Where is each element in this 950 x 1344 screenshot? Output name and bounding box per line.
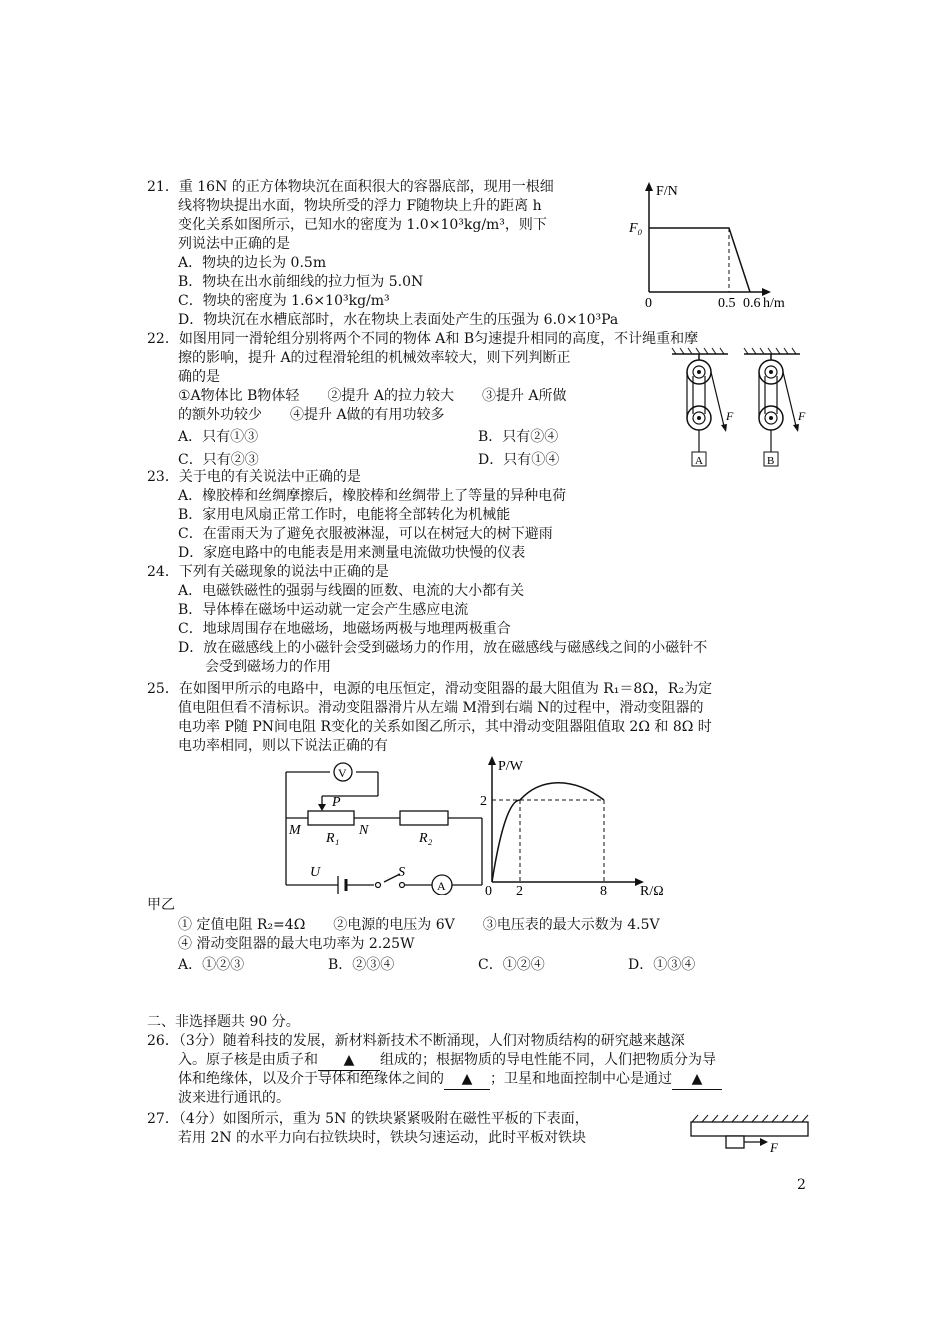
q21-y-label: F/N [656,184,678,199]
page-number: 2 [797,1177,806,1193]
q22-line-2: 擦的影响，提升 A的过程滑轮组的机械效率较大，则下列判断正 [178,350,571,366]
q22-line-5: 的额外功较少 ④提升 A做的有用功较多 [178,407,445,423]
q25-option-d: D．①③④ [628,957,696,973]
q23-option-a: A．橡胶棒和丝绸摩擦后，橡胶棒和丝绸带上了等量的异种电荷 [178,488,567,504]
q25-line-1: 25．在如图甲所示的电路中，电源的电压恒定，滑动变阻器的最大阻值为 R₁＝8Ω，R₂为定 [147,681,713,697]
q22-line-4: ①A物体比 B物体轻 ②提升 A的拉力较大 ③提升 A所做 [178,388,567,404]
q22-box-a: A [695,455,703,467]
q22-force-label-left: F [726,409,734,423]
q25-line-3: 电功率 P随 PN间电阻 R变化的关系如图乙所示，其中滑动变阻器阻值取 2Ω 和 8Ω 时 [178,719,712,735]
q22-option-d: D．只有①④ [478,452,560,468]
q26-line-3b: ；卫星和地面控制中心是通过 [490,1071,672,1087]
q22-line-3: 确的是 [178,369,220,385]
q22-option-a: A．只有①③ [178,429,259,445]
q21-line-2: 线将物块提出水面，物块所受的浮力 F随物块上升的距离 h [178,198,542,214]
q22-option-c: C．只有②③ [178,452,259,468]
q23-option-d: D．家庭电路中的电能表是用来测量电流做功快慢的仪表 [178,545,526,561]
q25-origin-label: 0 [485,884,492,896]
q23-stem: 23．关于电的有关说法中正确的是 [147,469,361,485]
q25-x-tick-2: 2 [516,884,523,896]
switch-label-s: S [398,865,405,880]
q24-stem: 24．下列有关磁现象的说法中正确的是 [147,564,389,580]
q21-line-1: 21．重 16N 的正方体物块沉在面积很大的容器底部，现用一根细 [147,179,554,195]
q21-line-3: 变化关系如图所示，已知水的密度为 1.0×10³kg/m³，则下 [178,217,547,233]
voltmeter-symbol: V [338,766,347,780]
q25-line-4: 电功率相同，则以下说法正确的有 [178,738,388,754]
q23-option-b: B．家用电风扇正常工作时，电能将全部转化为机械能 [178,507,511,523]
q25-y-label: P/W [498,759,523,774]
q26-line-3a: 体和绝缘体，以及介于导体和绝缘体之间的 [178,1071,444,1087]
blank-marker: ▲ [343,1052,355,1068]
source-label-u: U [310,865,321,880]
q21-option-d: D．物块沉在水槽底部时，水在物块上表面处产生的压强为 6.0×10³Pa [178,312,619,328]
q23-option-c: C．在雷雨天为了避免衣服被淋湿，可以在树冠大的树下避雨 [178,526,553,542]
q21-tick-06: 0.6 [743,296,761,308]
section-2-heading: 二、非选择题共 90 分。 [147,1014,300,1030]
q26-line-4: 波来进行通讯的。 [178,1090,290,1106]
q27-magnetic-plate-figure [688,1112,813,1157]
q25-y-tick-2: 2 [480,794,487,809]
terminal-label-n: N [359,823,369,838]
q22-box-b: B [767,455,775,467]
q26-blank-2 [444,1070,490,1090]
q22-line-1: 22．如图用同一滑轮组分别将两个不同的物体 A和 B匀速提升相同的高度，不计绳重和摩 [147,331,699,347]
q27-line-2: 若用 2N 的水平力向右拉铁块时，铁块匀速运动，此时平板对铁块 [178,1130,587,1146]
q21-x-label: h/m [763,296,785,308]
q21-option-b: B．物块在出水前细线的拉力恒为 5.0N [178,274,424,290]
q25-circuit-diagram [282,760,487,895]
blank-marker: ▲ [691,1071,703,1087]
q26-line-2 [178,1051,716,1071]
q22-option-b: B．只有②④ [478,429,559,445]
resistor-label-r2: R₂ [419,831,433,846]
q24-option-d: D．放在磁感线上的小磁针会受到磁场力的作用，放在磁感线与磁感线之间的小磁针不 [178,640,708,656]
q25-statement-1: ① 定值电阻 R₂=4Ω ②电源的电压为 6V ③电压表的最大示数为 4.5V [178,917,660,933]
q25-option-b: B．②③④ [328,957,395,973]
terminal-label-m: M [289,823,301,838]
q22-force-label-right: F [798,409,806,423]
q24-option-c: C．地球周围存在地磁场，地磁场两极与地理两极重合 [178,621,511,637]
q21-force-height-graph [625,176,785,308]
q26-line-1: 26．（3分）随着科技的发展，新材料新技术不断涌现，人们对物质结构的研究越来越深 [147,1033,685,1049]
q24-option-a: A．电磁铁磁性的强弱与线圈的匝数、电流的大小都有关 [178,583,525,599]
q25-figure-caption: 甲乙 [147,897,175,913]
ammeter-symbol: A [437,879,446,893]
q25-x-label: R/Ω [640,884,664,896]
q26-line-2a: 入。原子核是由质子和 [178,1052,318,1068]
q21-line-4: 列说法中正确的是 [178,236,290,252]
q26-line-2b: 组成的；根据物质的导电性能不同，人们把物质分为导 [380,1052,716,1068]
q21-f0-label: F₀ [629,221,643,236]
q24-option-d-cont: 会受到磁场力的作用 [205,659,331,675]
blank-marker: ▲ [461,1071,473,1087]
q27-line-1: 27．（4分）如图所示，重为 5N 的铁块紧紧吸附在磁性平板的下表面， [147,1111,589,1127]
q22-pulley-figure [668,346,808,472]
q25-power-resistance-graph [480,748,672,896]
q21-option-c: C．物块的密度为 1.6×10³kg/m³ [178,293,390,309]
q26-line-3 [178,1070,722,1090]
resistor-label-r1: R₁ [326,831,340,846]
slider-label-p: P [332,795,341,810]
q25-statement-2: ④ 滑动变阻器的最大电功率为 2.25W [178,936,415,952]
q25-option-a: A．①②③ [178,957,245,973]
q26-blank-1 [318,1051,380,1071]
q21-origin-label: 0 [645,296,652,308]
q25-line-2: 值电阻但看不清标识。滑动变阻器滑片从左端 M滑到右端 N的过程中，滑动变阻器的 [178,700,704,716]
q21-option-a: A．物块的边长为 0.5m [178,255,327,271]
q25-x-tick-8: 8 [600,884,607,896]
q24-option-b: B．导体棒在磁场中运动就一定会产生感应电流 [178,602,469,618]
q26-blank-3 [672,1070,722,1090]
q25-option-c: C．①②④ [478,957,545,973]
q27-force-label: F [770,1140,778,1155]
q21-tick-05: 0.5 [718,296,736,308]
